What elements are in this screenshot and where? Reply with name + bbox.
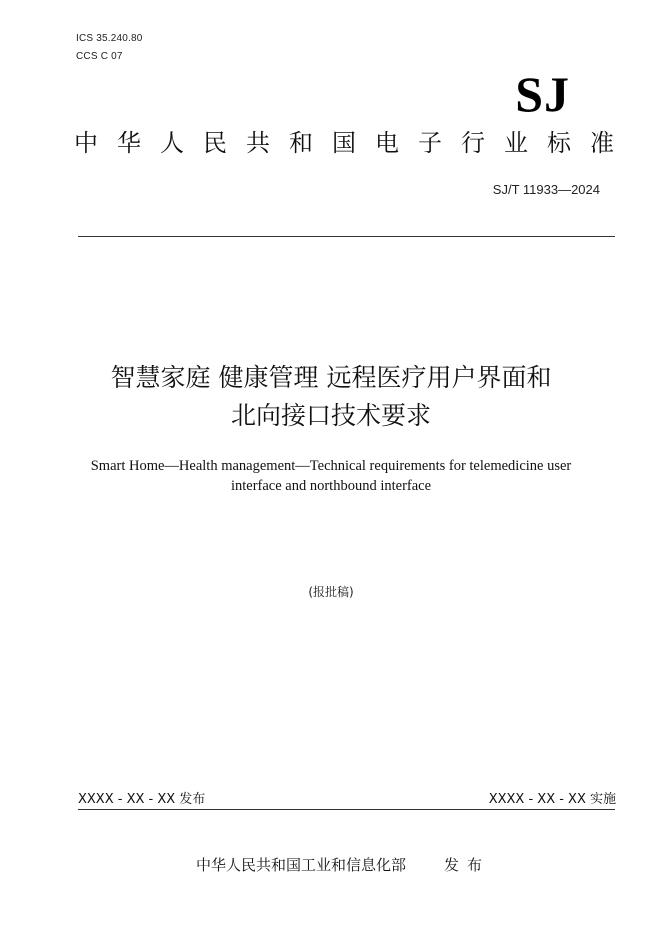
english-title-line-2: interface and northbound interface [230, 478, 432, 494]
industry-title-char: 中 [74, 129, 98, 157]
industry-title-char: 标 [547, 129, 571, 157]
industry-title-char: 电 [375, 129, 399, 157]
issue-date: XXXX - XX - XX 发布 [78, 792, 206, 807]
ccs-code: CCS C 07 [76, 51, 123, 62]
industry-standard-title [74, 128, 614, 158]
chinese-title-line-2: 北向接口技术要求 [230, 401, 431, 430]
draft-status: (报批稿) [308, 585, 354, 599]
implementation-date: XXXX - XX - XX 实施 [488, 792, 616, 807]
footer-divider [78, 809, 615, 810]
industry-title-char: 国 [332, 129, 356, 157]
industry-title-char: 子 [418, 129, 442, 157]
industry-title-char: 人 [160, 129, 184, 157]
industry-title-char: 华 [117, 129, 141, 157]
industry-title-char: 民 [203, 129, 227, 157]
industry-title-char: 和 [289, 129, 313, 157]
header-divider [78, 236, 615, 237]
chinese-title-line-1: 智慧家庭 健康管理 远程医疗用户界面和 [110, 363, 552, 392]
sj-logo: SJ [515, 66, 570, 122]
standard-code: SJ/T 11933—2024 [492, 182, 600, 197]
industry-title-char: 业 [504, 129, 528, 157]
issuing-authority: 中华人民共和国工业和信息化部 [196, 856, 407, 874]
industry-title-char: 共 [246, 129, 270, 157]
issue-label: 发布 [444, 856, 491, 874]
industry-title-char: 行 [461, 129, 485, 157]
ics-code: ICS 35.240.80 [76, 33, 143, 44]
english-title-line-1: Smart Home—Health management—Technical requirements for telemedicine user [90, 458, 572, 474]
industry-title-char: 准 [590, 129, 614, 157]
